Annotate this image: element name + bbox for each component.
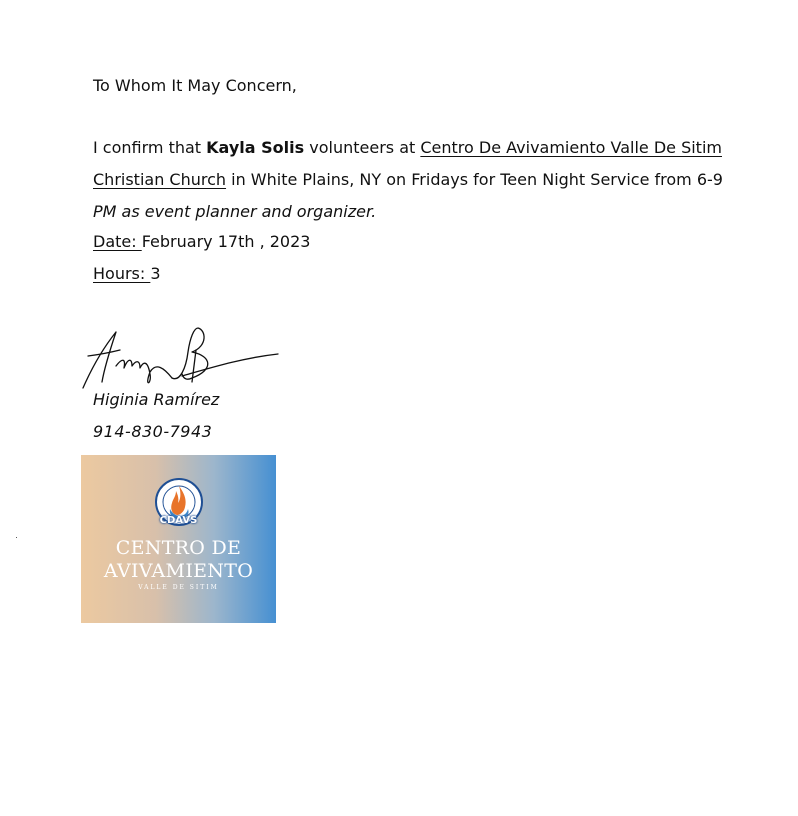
body-text: I confirm that <box>93 138 207 157</box>
church-name-line-2: Christian Church <box>93 170 227 189</box>
logo-subtitle: VALLE DE SITIM <box>138 584 219 591</box>
stray-mark <box>16 537 17 538</box>
greeting: To Whom It May Concern, <box>93 76 297 95</box>
volunteer-name: Kayla Solis <box>206 138 305 157</box>
signer-name: Higinia Ramírez <box>93 390 220 409</box>
body-line-2 <box>93 170 723 190</box>
body-line-3: PM as event planner and organizer. <box>93 202 377 221</box>
signer-phone: 914-830-7943 <box>93 422 213 441</box>
date-line <box>93 232 310 252</box>
date-label: Date: <box>93 232 142 251</box>
church-logo <box>81 455 276 623</box>
hours-label: Hours: <box>93 264 151 283</box>
body-text: volunteers at <box>304 138 421 157</box>
hours-value: 3 <box>150 264 161 283</box>
body-text: in White Plains, NY on Fridays for Teen Night Service from 6-9 <box>226 170 723 189</box>
body-line-1 <box>93 138 722 158</box>
hours-line <box>93 264 161 284</box>
logo-abbreviation: CDAVS <box>159 515 198 526</box>
church-name-line-1: Centro De Avivamiento Valle De Sitim <box>420 138 722 157</box>
date-value: February 17th , 2023 <box>141 232 311 251</box>
logo-title-line-2: AVIVAMIENTO <box>103 560 254 582</box>
logo-title-line-1: CENTRO DE <box>115 537 242 559</box>
handwritten-signature <box>80 322 282 392</box>
